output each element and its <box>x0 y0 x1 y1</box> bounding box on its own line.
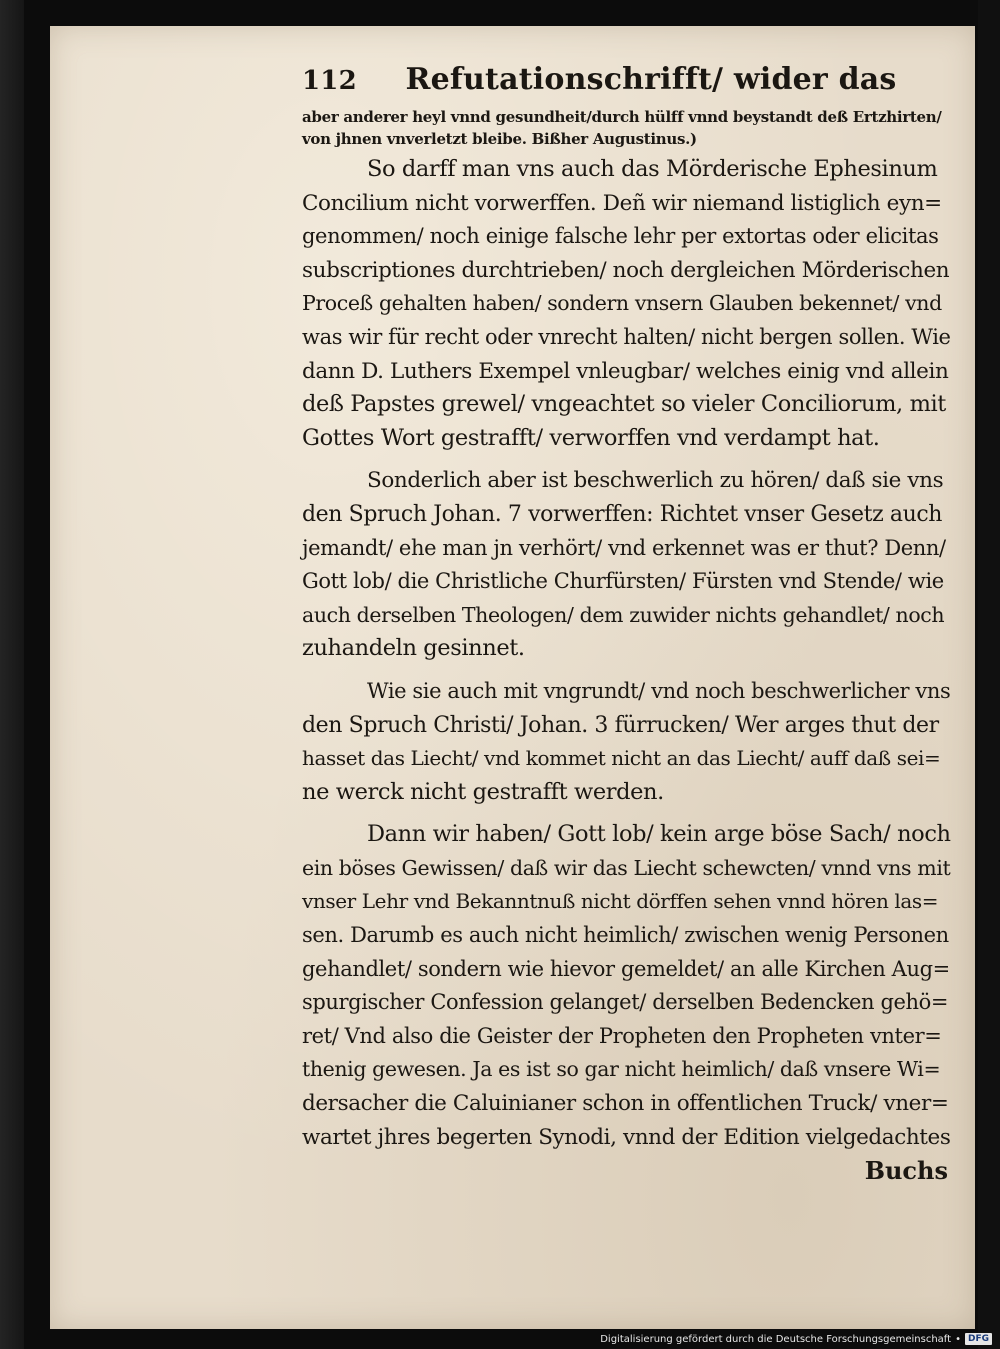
text-line: Dann wir haben/ Gott lob/ kein arge böse Sach/ noch <box>367 821 951 848</box>
text-line: was wir für recht oder vnrecht halten/ nicht bergen sollen. Wie <box>302 324 951 349</box>
text-line: dann D. Luthers Exempel vnleugbar/ welches einig vnd allein <box>302 358 949 384</box>
text-line: ein böses Gewissen/ daß wir das Liecht schewcten/ vnnd vns mit <box>302 855 951 880</box>
quote-line: aber anderer heyl vnnd gesundheit/durch hülff vnnd beystandt deß Ertzhirten/ <box>302 108 942 126</box>
text-line: Wie sie auch mit vngrundt/ vnd noch beschwerlicher vns <box>367 678 951 703</box>
text-line: gehandlet/ sondern wie hievor gemeldet/ an alle Kirchen Aug= <box>302 956 950 981</box>
text-line: auch derselben Theologen/ dem zuwider nichts gehandlet/ noch <box>302 602 945 627</box>
scan-right-strip <box>978 0 1000 1349</box>
text-line: deß Papstes grewel/ vngeachtet so vieler Conciliorum, mit <box>302 391 946 418</box>
text-line: ret/ Vnd also die Geister der Propheten den Propheten vnter= <box>302 1023 942 1048</box>
quote-line: von jhnen vnverletzt bleibe. Bißher Augustinus.) <box>302 130 697 148</box>
paragraph-2 <box>302 464 952 666</box>
scan-left-bar <box>0 0 24 1349</box>
dfg-logo-icon: DFG <box>965 1333 992 1345</box>
text-line: den Spruch Johan. 7 vorwerffen: Richtet vnser Gesetz auch <box>302 501 943 527</box>
text-line: sen. Darumb es auch nicht heimlich/ zwischen wenig Personen <box>302 923 949 948</box>
credit-text: Digitalisierung gefördert durch die Deutsche Forschungsgemeinschaft <box>600 1333 952 1345</box>
text-line: genommen/ noch einige falsche lehr per extortas oder elicitas <box>302 224 939 249</box>
text-line: Gott lob/ die Christliche Churfürsten/ Fürsten vnd Stende/ wie <box>302 569 944 594</box>
text-line: subscriptiones durchtrieben/ noch dergleichen Mörderischen <box>302 257 950 283</box>
catchword: Buchs <box>864 1156 948 1186</box>
text-line: Proceß gehalten haben/ sondern vnsern Glauben bekennet/ vnd <box>302 291 942 316</box>
text-line: zuhandeln gesinnet. <box>302 635 525 662</box>
text-line: So darff man vns auch das Mörderische Ephesinum <box>367 156 938 182</box>
paragraph-gap <box>302 809 952 815</box>
text-line: Sonderlich aber ist beschwerlich zu hören/ daß sie vns <box>367 468 944 494</box>
paragraph-3 <box>302 675 952 809</box>
page-text <box>302 62 952 1188</box>
digitization-credit <box>600 1332 992 1346</box>
quotation-end <box>302 106 952 150</box>
text-line: spurgischer Confession gelanget/ derselben Bedencken gehö= <box>302 990 949 1015</box>
page-header <box>302 62 952 106</box>
text-line: dersacher die Caluinianer schon in offentlichen Truck/ vner= <box>302 1091 949 1117</box>
text-line: vnser Lehr vnd Bekanntnuß nicht dörffen sehen vnnd hören las= <box>302 889 939 914</box>
text-line: thenig gewesen. Ja es ist so gar nicht heimlich/ daß vnsere Wi= <box>302 1057 941 1082</box>
text-line: hasset das Liecht/ vnd kommet nicht an das Liecht/ auff daß sei= <box>302 746 941 771</box>
text-line: den Spruch Christi/ Johan. 3 fürrucken/ Wer arges thut der <box>302 712 939 738</box>
text-line: Concilium nicht vorwerffen. Deñ wir niemand listiglich eyn= <box>302 190 942 216</box>
text-line: Gottes Wort gestrafft/ verworffen vnd verdampt hat. <box>302 424 880 451</box>
paragraph-4 <box>302 818 952 1154</box>
credit-separator: • <box>955 1333 961 1345</box>
paragraph-1 <box>302 153 952 455</box>
running-title: Refutationschrifft/ wider das <box>405 62 897 97</box>
text-line: ne werck nicht gestrafft werden. <box>302 778 664 805</box>
page-number: 112 <box>302 66 357 96</box>
paragraph-gap <box>302 455 952 461</box>
paragraph-gap <box>302 666 952 672</box>
text-line: jemandt/ ehe man jn verhört/ vnd erkennet was er thut? Denn/ <box>302 535 946 560</box>
text-line: wartet jhres begerten Synodi, vnnd der Edition vielgedachtes <box>302 1124 951 1150</box>
